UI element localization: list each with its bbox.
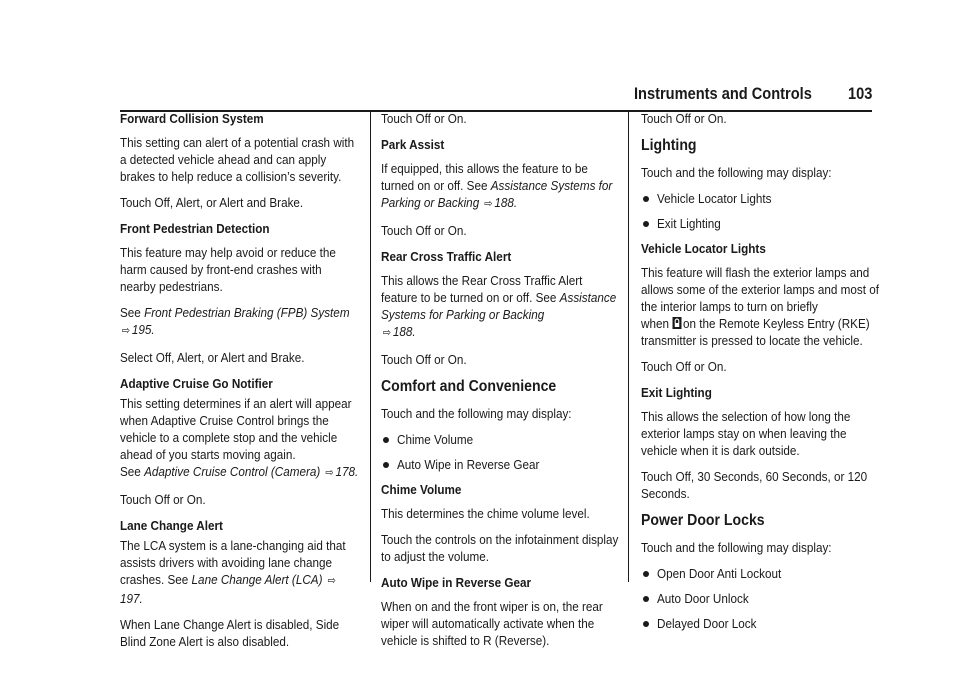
fcs-body: This setting can alert of a potential crash with a detected vehicle ahead and can apply brakes to help reduce a collision’s severity. (120, 135, 355, 184)
section-title: Instruments and Controls (634, 84, 812, 103)
acc-body: This setting determines if an alert will appear when Adaptive Cruise Control brings the vehicle to a complete stop and the vehicle ahead of you starts moving again. (120, 396, 352, 462)
page-reference[interactable]: 195. (131, 322, 155, 337)
page-reference[interactable]: 188. (392, 324, 416, 339)
cv-heading: Chime Volume (381, 482, 462, 497)
lca-note: When Lane Change Alert is disabled, Side Blind Zone Alert is also disabled. (120, 617, 340, 649)
rcta-heading: Rear Cross Traffic Alert (381, 249, 512, 264)
bullet-icon (643, 621, 649, 627)
top-options: Touch Off or On. (381, 111, 467, 126)
column-middle (381, 110, 621, 648)
list-item: Chime Volume (381, 431, 621, 448)
pdl-heading: Power Door Locks (641, 512, 765, 529)
acc-options: Touch Off or On. (120, 492, 206, 507)
page-arrow-icon: ⇨ (327, 575, 336, 587)
cross-reference-link[interactable]: Assistance Systems for Parking or Backing (381, 178, 613, 210)
bullet-icon (383, 462, 389, 468)
bullet-icon (643, 571, 649, 577)
cc-intro: Touch and the following may display: (381, 406, 572, 421)
cross-reference-link[interactable]: Lane Change Alert (LCA) (191, 572, 323, 587)
cv-body: This determines the chime volume level. (381, 506, 590, 521)
pa-heading: Park Assist (381, 137, 445, 152)
rcta-options: Touch Off or On. (381, 352, 467, 367)
el-body: This allows the selection of how long the exterior lamps stay on when leaving the vehicle when it is dark outside. (641, 409, 851, 458)
cross-reference-link[interactable]: Front Pedestrian Braking (FPB) System (144, 305, 350, 320)
pdl-intro: Touch and the following may display: (641, 540, 832, 555)
bullet-icon (643, 596, 649, 602)
page-arrow-icon: ⇨ (484, 198, 493, 210)
el-heading: Exit Lighting (641, 385, 712, 400)
page-header (120, 80, 872, 112)
list-item: Vehicle Locator Lights (641, 190, 881, 207)
lt-heading: Lighting (641, 137, 697, 154)
lt-intro: Touch and the following may display: (641, 165, 832, 180)
fpd-body: This feature may help avoid or reduce the harm caused by front-end crashes with nearby pedestrians. (120, 245, 336, 294)
bullet-icon (383, 437, 389, 443)
vll-body-when: when (641, 316, 669, 331)
list-item: Open Door Anti Lockout (641, 565, 881, 582)
el-options: Touch Off, 30 Seconds, 60 Seconds, or 120 Seconds. (641, 469, 868, 501)
list-item: Exit Lighting (641, 215, 881, 232)
bullet-icon (643, 196, 649, 202)
rcta-body-text: This allows the Rear Cross Traffic Alert feature to be turned on or off. See (381, 273, 583, 305)
page-number: 103 (847, 84, 872, 103)
page-reference[interactable]: 188. (494, 195, 518, 210)
lca-heading: Lane Change Alert (120, 518, 223, 533)
fcs-heading: Forward Collision System (120, 111, 264, 126)
column-divider (628, 112, 629, 582)
list-item: Auto Door Unlock (641, 590, 881, 607)
vll-body-rest: on the Remote Keyless Entry (RKE) transmitter is pressed to locate the vehicle. (641, 316, 870, 348)
pa-options: Touch Off or On. (381, 223, 467, 238)
list-item: Delayed Door Lock (641, 615, 881, 632)
vll-heading: Vehicle Locator Lights (641, 241, 766, 256)
fpd-heading: Front Pedestrian Detection (120, 221, 270, 236)
bullet-icon (643, 221, 649, 227)
pa-body-text: If equipped, this allows the feature to be turned on or off. See (381, 161, 588, 193)
column-divider (370, 112, 371, 582)
page-arrow-icon: ⇨ (325, 467, 334, 479)
cv-body2: Touch the controls on the infotainment display to adjust the volume. (381, 532, 619, 564)
fpd-see (120, 304, 360, 340)
page-reference[interactable]: 178. (335, 464, 359, 479)
lca-body-text: The LCA system is a lane-changing aid that assists drivers with avoiding lane change crashes. See (120, 538, 346, 587)
pa-body (381, 160, 621, 213)
top-options: Touch Off or On. (641, 111, 727, 126)
page-arrow-icon: ⇨ (121, 325, 131, 337)
acc-heading: Adaptive Cruise Go Notifier (120, 376, 273, 391)
fcs-options: Touch Off, Alert, or Alert and Brake. (120, 195, 304, 210)
rcta-body (381, 272, 621, 342)
vll-options: Touch Off or On. (641, 359, 727, 374)
fpd-options: Select Off, Alert, or Alert and Brake. (120, 350, 305, 365)
lca-body (120, 537, 360, 607)
column-left (120, 110, 360, 649)
list-item: Auto Wipe in Reverse Gear (381, 456, 621, 473)
cc-heading: Comfort and Convenience (381, 378, 557, 395)
aw-body: When on and the front wiper is on, the rear wiper will automatically activate when the vehicle is shifted to R (Reverse). (381, 599, 603, 648)
vll-body-text: This feature will flash the exterior lamps and allows some of the exterior lamps and most of the interior lamps to turn on briefly (641, 265, 880, 314)
aw-heading: Auto Wipe in Reverse Gear (381, 575, 532, 590)
page-reference[interactable]: 197. (120, 591, 143, 606)
see-prefix: See (120, 305, 141, 320)
cross-reference-link[interactable]: Assistance Systems for Parking or Backing (381, 290, 617, 322)
vll-body (641, 264, 881, 349)
cross-reference-link[interactable]: Adaptive Cruise Control (Camera) (144, 464, 321, 479)
column-right (641, 110, 881, 631)
lock-button-icon (672, 316, 681, 328)
acc-see (120, 463, 360, 482)
page-arrow-icon: ⇨ (382, 327, 392, 339)
see-prefix: See (120, 464, 141, 479)
